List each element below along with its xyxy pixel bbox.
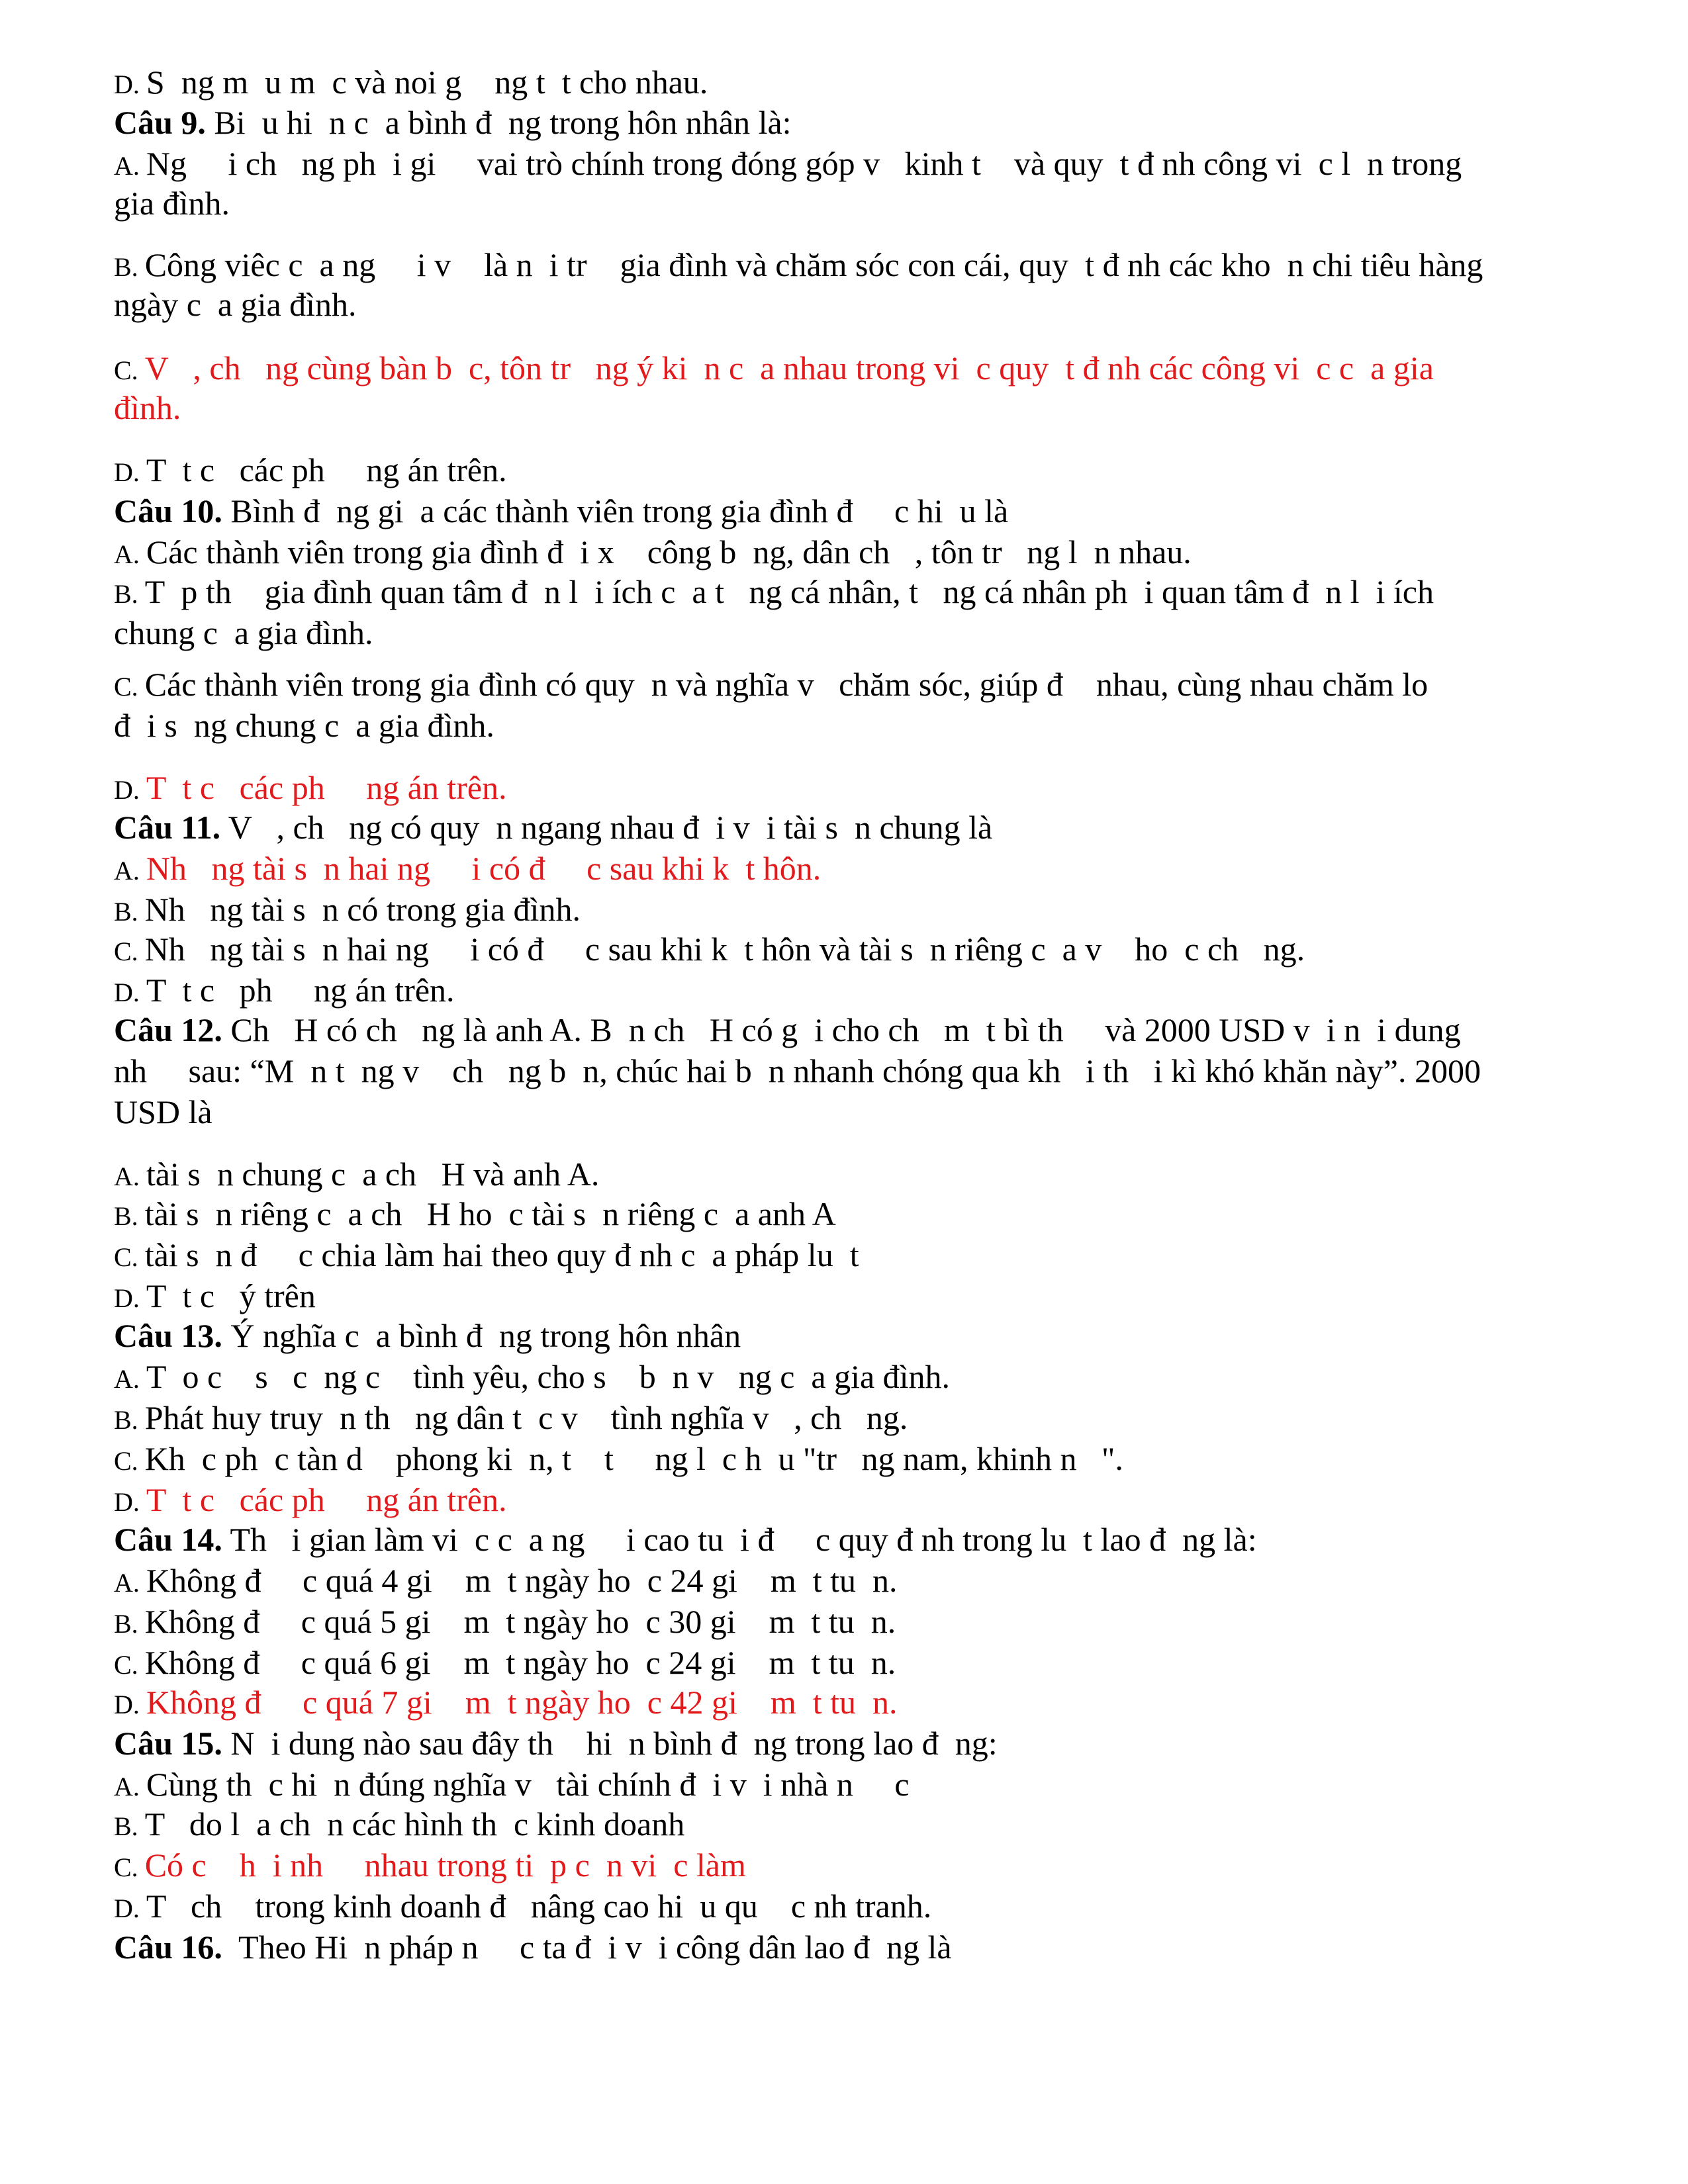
line-text: Bi u hi n c a bình đ ng trong hôn nhân là:	[205, 104, 792, 141]
line-text: Không đ c quá 4 gi m t ngày ho c 24 gi m t tu n.	[146, 1562, 898, 1599]
answer-option-line	[114, 848, 1597, 891]
line-text: S ng m u m c và noi g ng t t cho nhau.	[146, 64, 708, 101]
text-line	[114, 613, 1597, 653]
line-text: Kh c ph c tàn d phong ki n, t t ng l c h u "tr ng nam, khinh n ".	[144, 1440, 1123, 1477]
line-text: T t c ph ng án trên.	[146, 972, 455, 1009]
line-text: ngày c a gia đình.	[114, 286, 357, 323]
line-text: T p th gia đình quan tâm đ n l i ích c a t ng cá nhân, t ng cá nhân ph i quan tâm đ n l i ích	[144, 573, 1434, 610]
line-text: Th i gian làm vi c c a ng i cao tu i đ c quy đ nh trong lu t lao đ ng là:	[222, 1521, 1257, 1558]
answer-option-line	[114, 1439, 1597, 1481]
option-label: A.	[114, 539, 146, 569]
answer-option-line	[114, 532, 1597, 574]
option-label: B.	[114, 1609, 145, 1639]
line-text: tài s n đ c chia làm hai theo quy đ nh c a pháp lu t	[144, 1236, 859, 1273]
line-text: đình.	[114, 389, 181, 426]
line-text: Bình đ ng gi a các thành viên trong gia đình đ c hi u là	[222, 492, 1009, 529]
question-line	[114, 491, 1597, 531]
option-label: B.	[114, 1811, 145, 1841]
answer-option-line	[114, 245, 1597, 287]
answer-option-line	[114, 664, 1597, 707]
line-text: T o c s c ng c tình yêu, cho s b n v ng c a gia đình.	[146, 1358, 951, 1395]
option-label: C.	[114, 355, 145, 385]
line-text: nh sau: “M n t ng v ch ng b n, chúc hai b n nhanh chóng qua kh i th i kì khó khăn này”. 2000	[114, 1052, 1481, 1089]
answer-option-line	[114, 1357, 1597, 1399]
line-text: gia đình.	[114, 185, 230, 222]
line-text: T do l a ch n các hình th c kinh doanh	[144, 1805, 685, 1843]
answer-option-line	[114, 1764, 1597, 1807]
line-text: T t c các ph ng án trên.	[146, 1481, 507, 1518]
question-number: Câu 16.	[114, 1929, 222, 1966]
option-label: B.	[114, 1405, 145, 1435]
option-label: A.	[114, 856, 146, 886]
line-text: Các thành viên trong gia đình có quy n và nghĩa v chăm sóc, giúp đ nhau, cùng nhau chăm lo	[144, 666, 1429, 703]
line-text: Không đ c quá 7 gi m t ngày ho c 42 gi m t tu n.	[146, 1684, 898, 1721]
answer-option-line	[114, 62, 1597, 105]
option-label: B.	[114, 252, 145, 282]
answer-option-line	[114, 1276, 1597, 1318]
option-label: C.	[114, 936, 145, 966]
option-label: D.	[114, 69, 146, 99]
question-number: Câu 13.	[114, 1317, 222, 1354]
line-text: Nh ng tài s n hai ng i có đ c sau khi k t hôn và tài s n riêng c a v ho c ch ng.	[144, 931, 1305, 968]
option-label: A.	[114, 1772, 146, 1801]
line-text: Cùng th c hi n đúng nghĩa v tài chính đ i v i nhà n c	[146, 1766, 910, 1803]
answer-option-line	[114, 1194, 1597, 1236]
option-label: A.	[114, 1568, 146, 1598]
answer-option-line	[114, 768, 1597, 810]
line-text: tài s n riêng c a ch H ho c tài s n riêng c a anh A	[144, 1195, 836, 1232]
answer-option-line	[114, 1643, 1597, 1685]
line-text: Nh ng tài s n có trong gia đình.	[144, 891, 581, 928]
line-text: Không đ c quá 6 gi m t ngày ho c 24 gi m t tu n.	[144, 1644, 896, 1681]
answer-option-line	[114, 1235, 1597, 1277]
question-number: Câu 12.	[114, 1011, 222, 1048]
text-line	[114, 1051, 1597, 1091]
question-number: Câu 11.	[114, 809, 221, 846]
answer-option-line	[114, 572, 1597, 614]
line-text: T t c ý trên	[146, 1277, 316, 1314]
line-text: Không đ c quá 5 gi m t ngày ho c 30 gi m t tu n.	[144, 1603, 896, 1640]
answer-option-line	[114, 1845, 1597, 1888]
line-text: V , ch ng cùng bàn b c, tôn tr ng ý ki n c a nhau trong vi c quy t đ nh các công vi c c a gia	[144, 349, 1434, 387]
line-text: Nh ng tài s n hai ng i có đ c sau khi k t hôn.	[146, 850, 821, 887]
answer-option-line	[114, 1804, 1597, 1846]
text-line	[114, 183, 1597, 223]
answer-option-line	[114, 1886, 1597, 1929]
line-text: Ch H có ch ng là anh A. B n ch H có g i cho ch m t bì th và 2000 USD v i n i dung	[222, 1011, 1461, 1048]
line-text: T t c các ph ng án trên.	[146, 769, 507, 806]
question-number: Câu 14.	[114, 1521, 222, 1558]
answer-option-line	[114, 1602, 1597, 1644]
option-label: C.	[114, 1242, 145, 1272]
text-line	[114, 1092, 1597, 1132]
line-text: Ng i ch ng ph i gi vai trò chính trong đóng góp v kinh t và quy t đ nh công vi c l n trong	[146, 145, 1462, 182]
question-line	[114, 807, 1597, 847]
line-text: Ý nghĩa c a bình đ ng trong hôn nhân	[222, 1317, 741, 1354]
option-label: D.	[114, 1893, 146, 1923]
line-text: chung c a gia đình.	[114, 614, 373, 651]
line-text: tài s n chung c a ch H và anh A.	[146, 1156, 600, 1193]
option-label: C.	[114, 1446, 145, 1476]
answer-option-line	[114, 1154, 1597, 1197]
answer-option-line	[114, 970, 1597, 1013]
answer-option-line	[114, 1682, 1597, 1725]
line-text: N i dung nào sau đây th hi n bình đ ng trong lao đ ng:	[222, 1725, 998, 1762]
line-text: T ch trong kinh doanh đ nâng cao hi u qu c nh tranh.	[146, 1888, 932, 1925]
option-label: D.	[114, 1690, 146, 1719]
line-text: T t c các ph ng án trên.	[146, 451, 507, 488]
question-number: Câu 9.	[114, 104, 206, 141]
question-line	[114, 1927, 1597, 1967]
line-text: đ i s ng chung c a gia đình.	[114, 707, 494, 744]
answer-option-line	[114, 889, 1597, 932]
question-line	[114, 103, 1597, 142]
line-text: Phát huy truy n th ng dân t c v tình nghĩa v , ch ng.	[144, 1399, 908, 1436]
line-text: Theo Hi n pháp n c ta đ i v i công dân lao đ ng là	[222, 1929, 952, 1966]
line-text: USD là	[114, 1093, 212, 1130]
line-text: Các thành viên trong gia đình đ i x công b ng, dân ch , tôn tr ng l n nhau.	[146, 533, 1192, 570]
option-label: A.	[114, 1161, 146, 1191]
line-text: V , ch ng có quy n ngang nhau đ i v i tài s n chung là	[220, 809, 993, 846]
text-line	[114, 285, 1597, 324]
option-label: A.	[114, 1364, 146, 1394]
answer-option-line	[114, 450, 1597, 492]
option-label: B.	[114, 897, 145, 927]
answer-option-line	[114, 144, 1597, 186]
option-label: B.	[114, 1201, 145, 1231]
option-label: B.	[114, 579, 145, 609]
line-text: Công viêc c a ng i v là n i tr gia đình và chăm sóc con cái, quy t đ nh các kho n chi tiêu hàng	[144, 246, 1483, 283]
option-label: C.	[114, 1852, 145, 1882]
answer-option-line	[114, 1398, 1597, 1440]
line-text: Có c h i nh nhau trong ti p c n vi c làm	[144, 1846, 746, 1884]
option-label: D.	[114, 1283, 146, 1313]
option-label: D.	[114, 775, 146, 805]
text-line	[114, 388, 1597, 428]
question-number: Câu 15.	[114, 1725, 222, 1762]
answer-option-line	[114, 348, 1597, 390]
answer-option-line	[114, 1480, 1597, 1522]
question-number: Câu 10.	[114, 492, 222, 529]
question-line	[114, 1316, 1597, 1355]
question-line	[114, 1010, 1597, 1050]
question-line	[114, 1520, 1597, 1559]
question-line	[114, 1723, 1597, 1763]
option-label: D.	[114, 1487, 146, 1517]
option-label: D.	[114, 978, 146, 1007]
text-line	[114, 705, 1597, 745]
answer-option-line	[114, 1561, 1597, 1603]
option-label: C.	[114, 1650, 145, 1680]
option-label: A.	[114, 151, 146, 181]
option-label: C.	[114, 672, 145, 702]
answer-option-line	[114, 929, 1597, 972]
option-label: D.	[114, 457, 146, 487]
